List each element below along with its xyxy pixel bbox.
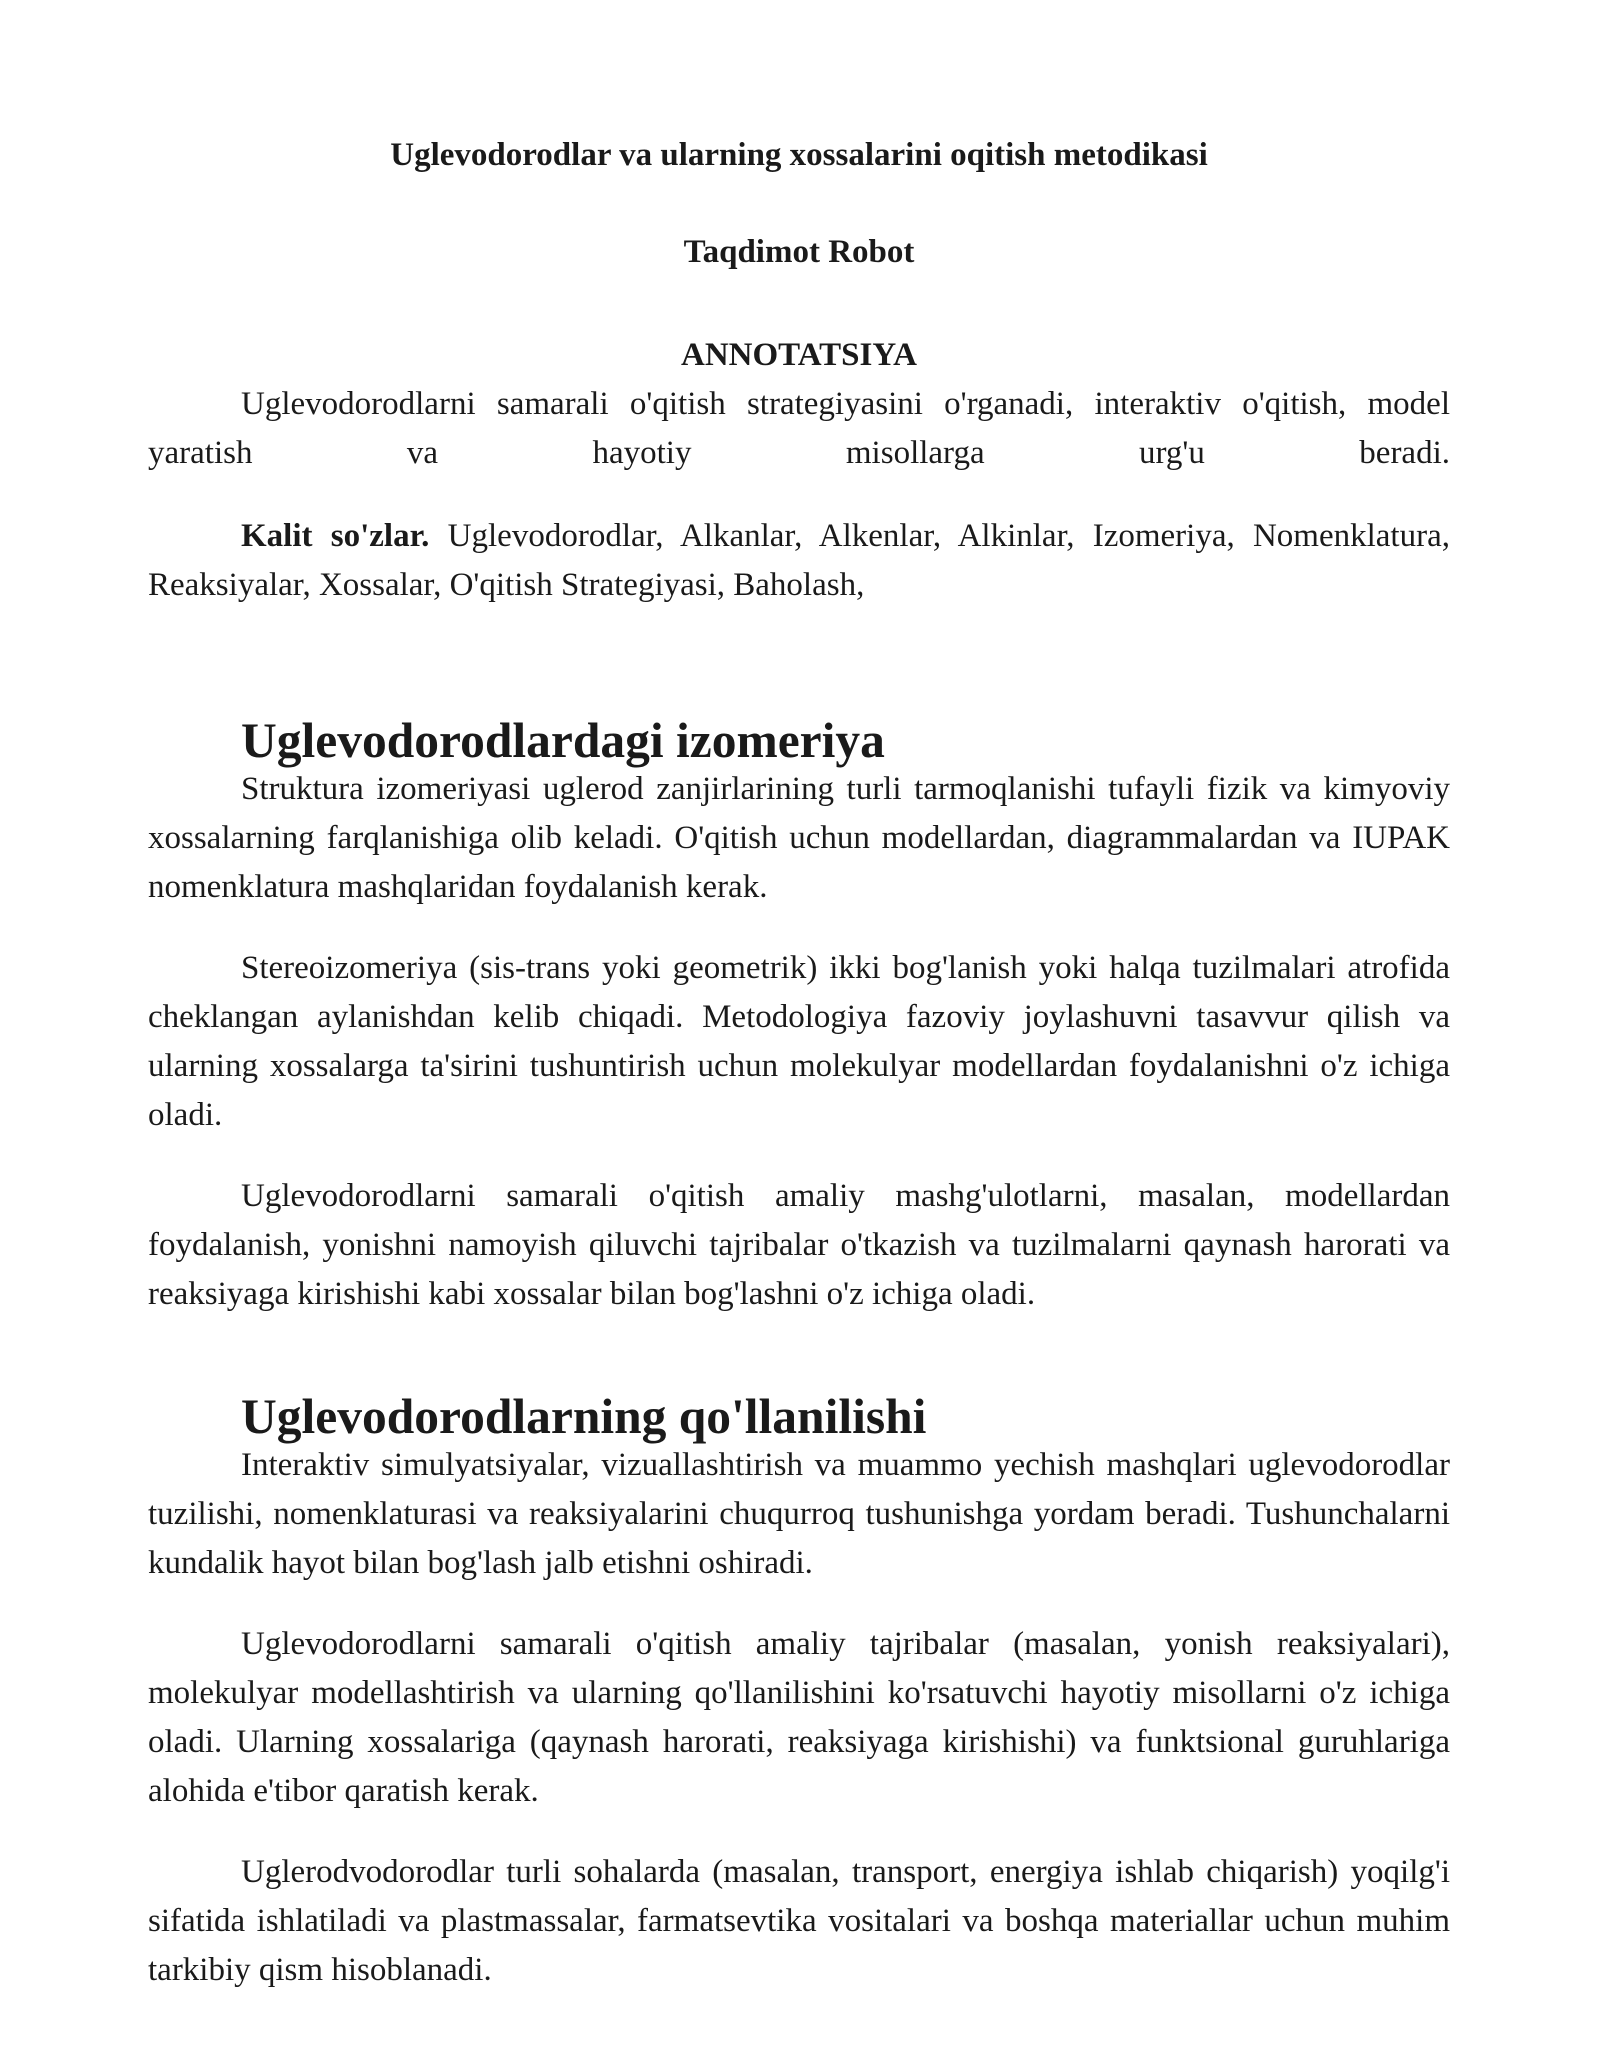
keywords-text: Uglevodorodlar, Alkanlar, Alkenlar, Alkinlar, Izomeriya, Nomenklatura, Reaksiyalar, Xossalar, O'qitish Strategiyasi, Baholash, [148, 518, 1450, 603]
document-author: Taqdimot Robot [683, 234, 915, 270]
keywords-paragraph [148, 512, 1450, 610]
annotation-text: Uglevodorodlarni samarali o'qitish strategiyasini o'rganadi, interaktiv o'qitish, model yaratish va hayotiy misollarga urg'u beradi. [148, 386, 1450, 471]
paragraph: Struktura izomeriyasi uglerod zanjirlarining turli tarmoqlanishi tufayli fizik va kimyoviy xossalarning farqlanishiga olib keladi. O'qitish uchun modellardan, diagrammalardan va IUPAK nomenklatura mashqlaridan foydalanish kerak. [148, 771, 1450, 905]
section-heading-isomerism: Uglevodorodlardagi izomeriya [241, 713, 885, 768]
keywords-label: Kalit so'zlar. [241, 518, 430, 554]
paragraph: Stereoizomeriya (sis-trans yoki geometrik) ikki bog'lanish yoki halqa tuzilmalari atrofida cheklangan aylanishdan kelib chiqadi. Metodologiya fazoviy joylashuvni tasavvur qilish va ularning xossalarga ta'sirini tushuntirish uchun molekulyar modellardan foydalanishni o'z ichiga oladi. [148, 950, 1450, 1133]
document-title: Uglevodorodlar va ularning xossalarini oqitish metodikasi [390, 137, 1208, 173]
section-heading-applications: Uglevodorodlarning qo'llanilishi [241, 1389, 927, 1444]
paragraph: Interaktiv simulyatsiyalar, vizuallashtirish va muammo yechish mashqlari uglevodorodlar tuzilishi, nomenklaturasi va reaksiyalarini chuqurroq tushunishga yordam beradi. Tushunchalarni kundalik hayot bilan bog'lash jalb etishni oshiradi. [148, 1447, 1450, 1581]
annotation-heading: ANNOTATSIYA [681, 337, 917, 373]
paragraph: Uglevodorodlarni samarali o'qitish amaliy tajribalar (masalan, yonish reaksiyalari), molekulyar modellashtirish va ularning qo'llanilishini ko'rsatuvchi hayotiy misollarni o'z ichiga oladi. Ularning xossalariga (qaynash harorati, reaksiyaga kirishishi) va funktsional guruhlariga alohida e'tibor qaratish kerak. [148, 1626, 1450, 1809]
paragraph: Uglerodvodorodlar turli sohalarda (masalan, transport, energiya ishlab chiqarish) yoqilg'i sifatida ishlatiladi va plastmassalar, farmatsevtika vositalari va boshqa materiallar uchun muhim tarkibiy qism hisoblanadi. [148, 1854, 1450, 1988]
paragraph: Uglevodorodlarni samarali o'qitish amaliy mashg'ulotlarni, masalan, modellardan foydalanish, yonishni namoyish qiluvchi tajribalar o'tkazish va tuzilmalarni qaynash harorati va reaksiyaga kirishishi kabi xossalar bilan bog'lashni o'z ichiga oladi. [148, 1178, 1450, 1312]
